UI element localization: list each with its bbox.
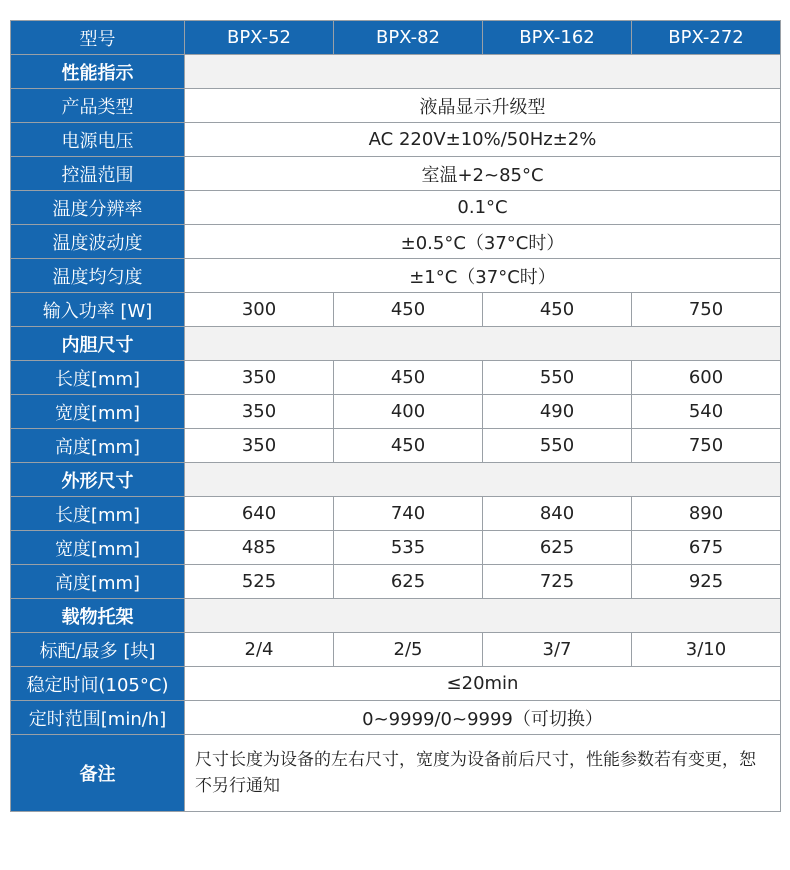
row-cell: 540 [632, 395, 781, 429]
row-cell: 925 [632, 565, 781, 599]
note-row [11, 735, 781, 812]
section-row-shelf [11, 599, 781, 633]
row-cell: 300 [185, 293, 334, 327]
row-cell: 3/7 [483, 633, 632, 667]
spec-row [11, 361, 781, 395]
row-label: 长度[mm] [11, 361, 185, 395]
row-label: 标配/最多 [块] [11, 633, 185, 667]
section-title: 性能指示 [11, 55, 185, 89]
section-title: 内胆尺寸 [11, 327, 185, 361]
section-fill [185, 463, 781, 497]
row-cell: 535 [334, 531, 483, 565]
row-cell: 485 [185, 531, 334, 565]
spec-row [11, 531, 781, 565]
spec-row [11, 701, 781, 735]
spec-row [11, 497, 781, 531]
row-cell: 890 [632, 497, 781, 531]
spec-row [11, 395, 781, 429]
row-value: 室温+2~85°C [185, 157, 781, 191]
section-row-inner [11, 327, 781, 361]
row-value: ≤20min [185, 667, 781, 701]
spec-row [11, 225, 781, 259]
spec-row [11, 123, 781, 157]
spec-row [11, 191, 781, 225]
section-title: 载物托架 [11, 599, 185, 633]
row-cell: 840 [483, 497, 632, 531]
row-cell: 350 [185, 395, 334, 429]
row-cell: 600 [632, 361, 781, 395]
row-cell: 2/5 [334, 633, 483, 667]
model-header-cell: BPX-162 [483, 21, 632, 55]
row-label: 定时范围[min/h] [11, 701, 185, 735]
row-label: 温度均匀度 [11, 259, 185, 293]
row-label: 温度分辨率 [11, 191, 185, 225]
row-cell: 350 [185, 429, 334, 463]
row-cell: 2/4 [185, 633, 334, 667]
row-label: 长度[mm] [11, 497, 185, 531]
spec-row [11, 633, 781, 667]
spec-row [11, 293, 781, 327]
row-value: AC 220V±10%/50Hz±2% [185, 123, 781, 157]
note-label: 备注 [11, 735, 185, 812]
spec-row [11, 667, 781, 701]
spec-row [11, 259, 781, 293]
model-header-cell: BPX-82 [334, 21, 483, 55]
row-label: 高度[mm] [11, 429, 185, 463]
section-fill [185, 55, 781, 89]
row-cell: 625 [483, 531, 632, 565]
row-value: 0.1°C [185, 191, 781, 225]
note-text: 尺寸长度为设备的左右尺寸，宽度为设备前后尺寸，性能参数若有变更，恕不另行通知 [185, 735, 781, 812]
spec-table [10, 20, 781, 812]
row-cell: 625 [334, 565, 483, 599]
row-label: 温度波动度 [11, 225, 185, 259]
row-label: 产品类型 [11, 89, 185, 123]
row-cell: 450 [483, 293, 632, 327]
row-cell: 550 [483, 361, 632, 395]
model-header-cell: BPX-272 [632, 21, 781, 55]
section-title: 外形尺寸 [11, 463, 185, 497]
row-label: 稳定时间(105°C) [11, 667, 185, 701]
row-label: 宽度[mm] [11, 395, 185, 429]
row-label: 电源电压 [11, 123, 185, 157]
row-cell: 640 [185, 497, 334, 531]
row-cell: 750 [632, 429, 781, 463]
row-label: 控温范围 [11, 157, 185, 191]
row-cell: 550 [483, 429, 632, 463]
row-value: ±1°C（37°C时） [185, 259, 781, 293]
row-cell: 3/10 [632, 633, 781, 667]
row-cell: 525 [185, 565, 334, 599]
row-value: 0~9999/0~9999（可切换） [185, 701, 781, 735]
row-cell: 675 [632, 531, 781, 565]
row-cell: 740 [334, 497, 483, 531]
model-header-label: 型号 [11, 21, 185, 55]
row-label: 宽度[mm] [11, 531, 185, 565]
row-cell: 400 [334, 395, 483, 429]
spec-row [11, 89, 781, 123]
row-value: 液晶显示升级型 [185, 89, 781, 123]
row-value: ±0.5°C（37°C时） [185, 225, 781, 259]
row-cell: 750 [632, 293, 781, 327]
row-cell: 450 [334, 361, 483, 395]
row-label: 输入功率 [W] [11, 293, 185, 327]
row-cell: 725 [483, 565, 632, 599]
spec-row [11, 565, 781, 599]
spec-row [11, 157, 781, 191]
row-cell: 450 [334, 293, 483, 327]
model-header-cell: BPX-52 [185, 21, 334, 55]
header-row [11, 21, 781, 55]
spec-row [11, 429, 781, 463]
section-fill [185, 327, 781, 361]
section-fill [185, 599, 781, 633]
section-row-performance [11, 55, 781, 89]
row-label: 高度[mm] [11, 565, 185, 599]
row-cell: 350 [185, 361, 334, 395]
row-cell: 450 [334, 429, 483, 463]
row-cell: 490 [483, 395, 632, 429]
section-row-outer [11, 463, 781, 497]
